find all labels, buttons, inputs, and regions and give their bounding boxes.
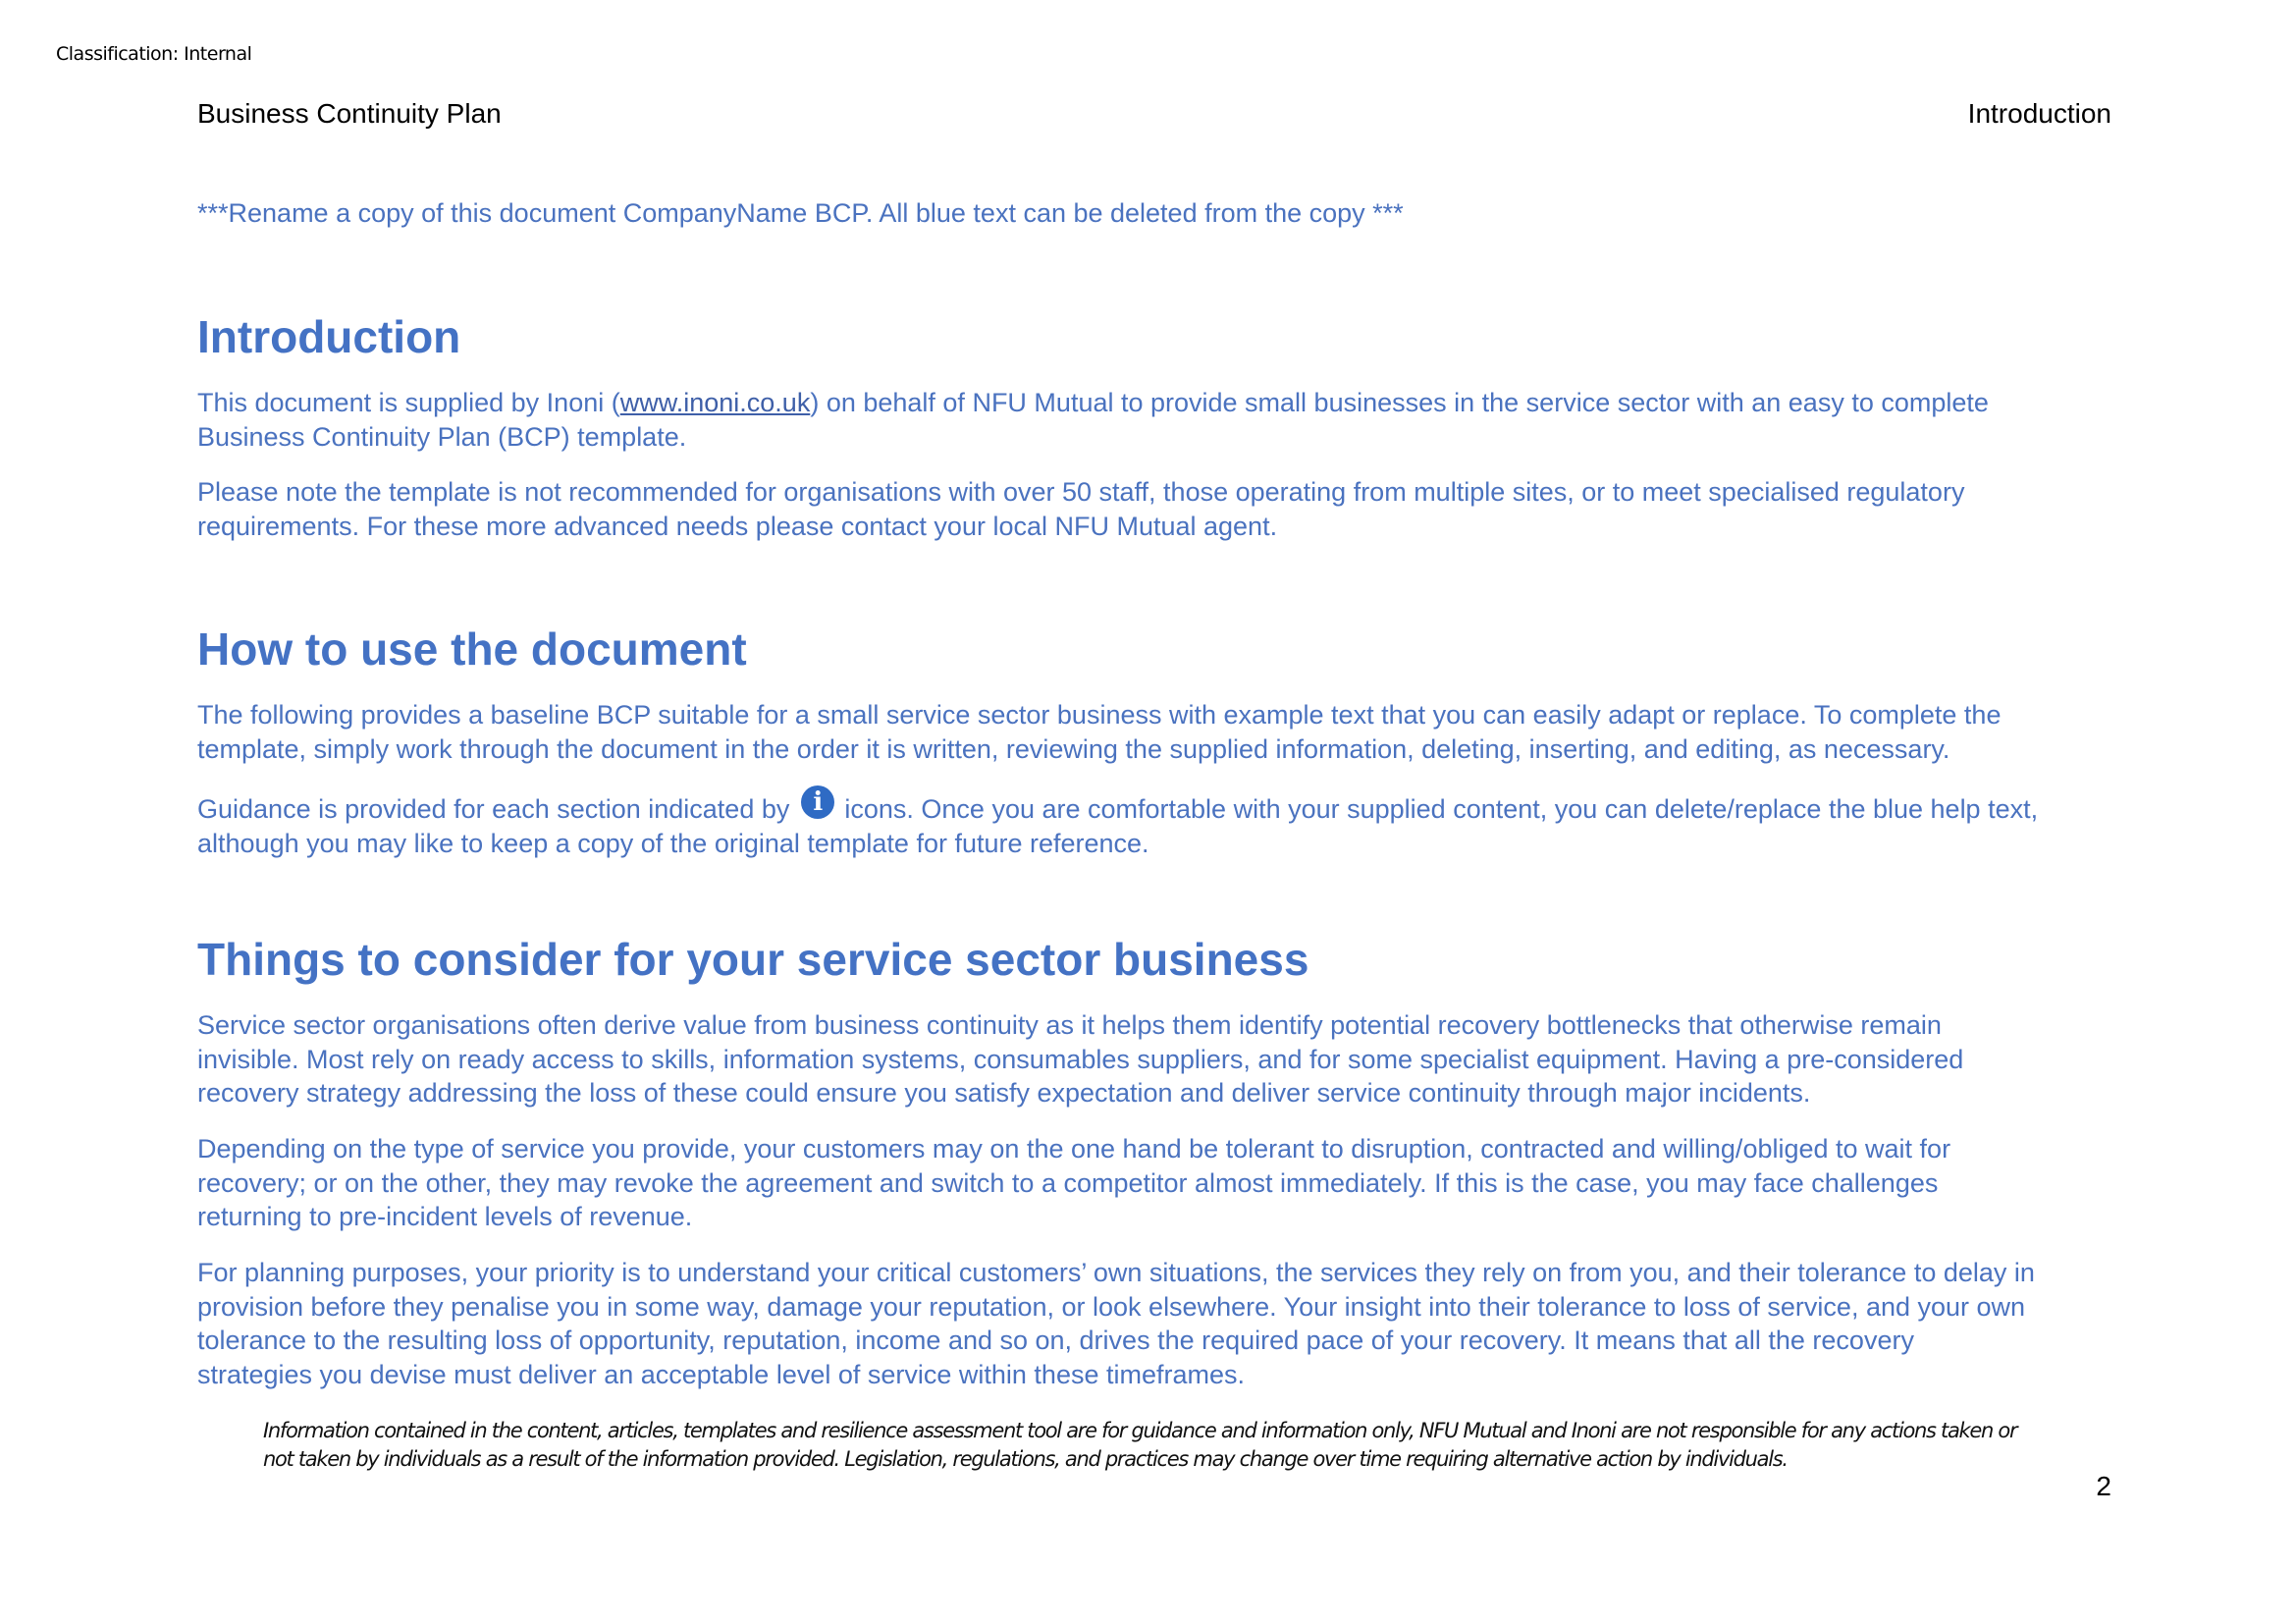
header-section-title: Introduction bbox=[1967, 98, 2111, 129]
text-segment: This document is supplied by Inoni ( bbox=[197, 388, 620, 417]
paragraph-line: For planning purposes, your priority is to understand your critical customers’ own situations, the services they rely on from you, and their tolerance to delay in bbox=[197, 1258, 2035, 1287]
paragraph-line: strategies you devise must deliver an acceptable level of service within these timeframes. bbox=[197, 1359, 1246, 1389]
how-to-use-paragraph-2 bbox=[197, 785, 2038, 860]
disclaimer-line: not taken by individuals as a result of the information provided. Legislation, regulations, and practices may change over time requiring alternative action by individuals. bbox=[263, 1447, 1788, 1471]
paragraph-line: The following provides a baseline BCP suitable for a small service sector business with example text that you can easily adapt or replace. To complete the bbox=[197, 700, 2002, 730]
consider-paragraph-3 bbox=[197, 1256, 2035, 1391]
paragraph-line: tolerance to the resulting loss of opportunity, reputation, income and so on, drives the required pace of your recovery. It means that all the recovery bbox=[197, 1326, 1914, 1355]
consider-paragraph-2 bbox=[197, 1132, 1950, 1234]
paragraph-line: Please note the template is not recommended for organisations with over 50 staff, those operating from multiple sites, or to meet specialised regulatory bbox=[197, 477, 1965, 507]
paragraph-line bbox=[197, 386, 1989, 420]
paragraph-line: although you may like to keep a copy of the original template for future reference. bbox=[197, 828, 1149, 858]
consider-paragraph-1 bbox=[197, 1008, 1963, 1110]
paragraph-line: recovery; or on the other, they may revoke the agreement and switch to a competitor almost immediately. If this is the case, you may face challenges bbox=[197, 1167, 1939, 1198]
heading-how-to-use: How to use the document bbox=[197, 623, 747, 675]
paragraph-line: provision before they penalise you in some way, damage your reputation, or look elsewhere. Your insight into their tolerance to loss of service, and your own bbox=[197, 1291, 2026, 1322]
rename-instruction: ***Rename a copy of this document CompanyName BCP. All blue text can be deleted from the copy *** bbox=[197, 198, 1404, 228]
text-segment: icons. Once you are comfortable with your supplied content, you can delete/replace the blue help text, bbox=[844, 794, 2039, 824]
paragraph-line: requirements. For these more advanced needs please contact your local NFU Mutual agent. bbox=[197, 511, 1278, 541]
footer-disclaimer bbox=[263, 1417, 2016, 1474]
header-document-title: Business Continuity Plan bbox=[197, 98, 502, 129]
paragraph-line: recovery strategy addressing the loss of these could ensure you satisfy expectation and deliver service continuity through major incidents. bbox=[197, 1078, 1811, 1108]
page-number: 2 bbox=[2096, 1471, 2111, 1501]
intro-paragraph-1 bbox=[197, 386, 1989, 454]
paragraph-line: returning to pre-incident levels of revenue. bbox=[197, 1202, 693, 1231]
intro-paragraph-2 bbox=[197, 475, 1964, 543]
info-icon: i bbox=[801, 785, 834, 819]
paragraph-line: Depending on the type of service you provide, your customers may on the one hand be tolerant to disruption, contracted and willing/obliged to wait for bbox=[197, 1134, 1951, 1164]
paragraph-line: Service sector organisations often derive value from business continuity as it helps them identify potential recovery bottlenecks that otherwise remain bbox=[197, 1010, 1942, 1040]
paragraph-line: Business Continuity Plan (BCP) template. bbox=[197, 421, 687, 452]
text-segment: Guidance is provided for each section indicated by bbox=[197, 794, 790, 824]
inoni-website-link[interactable]: www.inoni.co.uk bbox=[619, 388, 811, 417]
heading-introduction: Introduction bbox=[197, 311, 461, 362]
paragraph-line: template, simply work through the document in the order it is written, reviewing the supplied information, deleting, inserting, and editing, as necessary. bbox=[197, 733, 1950, 764]
disclaimer-line: Information contained in the content, articles, templates and resilience assessment tool are for guidance and information only, NFU Mutual and Inoni are not responsible for any actions taken or bbox=[263, 1419, 2017, 1442]
text-segment: ) on behalf of NFU Mutual to provide small businesses in the service sector with an easy to complete bbox=[810, 388, 1989, 417]
classification-label: Classification: Internal bbox=[56, 43, 252, 65]
heading-things-to-consider: Things to consider for your service sector business bbox=[197, 934, 1309, 985]
paragraph-line bbox=[197, 785, 2038, 827]
paragraph-line: invisible. Most rely on ready access to skills, information systems, consumables suppliers, and for some specialist equipment. Having a pre-considered bbox=[197, 1044, 1964, 1074]
how-to-use-paragraph-1 bbox=[197, 698, 2001, 766]
